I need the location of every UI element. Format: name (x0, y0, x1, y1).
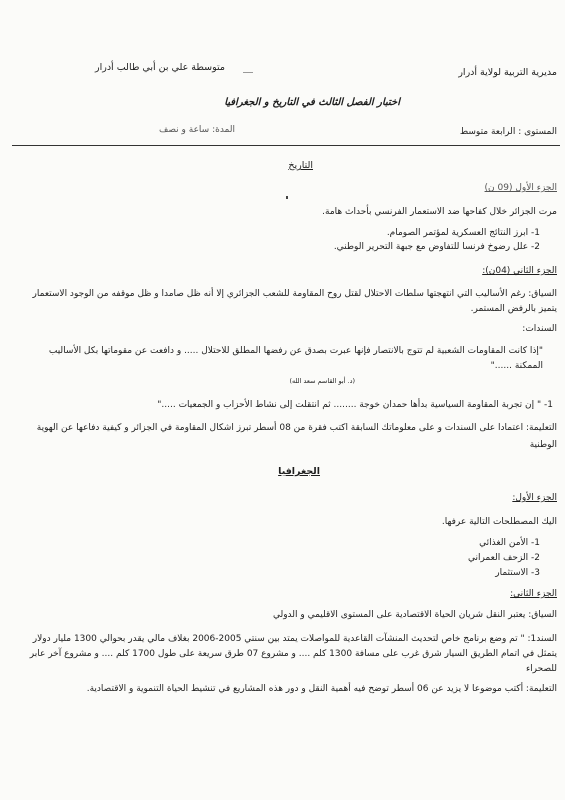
history-question-1: 1- ابرز النتائج العسكرية لمؤتمر الصومام. (386, 228, 540, 238)
header-divider (12, 145, 560, 146)
history-part1-intro: مرت الجزائر خلال كفاحها ضد الاستعمار الفرنسي بأحداث هامة. (322, 207, 557, 217)
geography-part2-heading: الجزء الثاني: (510, 589, 557, 599)
exam-title: اختبار الفصل الثالث في التاريخ و الجغرافيا (224, 97, 400, 108)
history-part2-heading: الجزء الثاني (04ن): (482, 266, 557, 276)
school-label: متوسطة علي بن أبي طالب أدرار (95, 62, 225, 73)
scan-speck (243, 72, 253, 73)
term-item: 2- الزحف العمراني (467, 553, 540, 563)
history-source-1: 1- " إن تجربة المقاومة السياسية بدأها حمدان خوجة ........ ثم انتقلت إلى نشاط الأحزاب و الجمعيات ....." (157, 400, 553, 410)
level-label: المستوى : الرابعة متوسط (459, 127, 557, 137)
geography-context: السياق: يعتبر النقل شريان الحياة الاقتصادية على المستوى الاقليمي و الدولي (272, 610, 557, 620)
term-item: 1- الأمن الغذائي (479, 538, 540, 548)
history-quote: "إذا كانت المقاومات الشعبية لم تتوج بالانتصار فإنها عبرت بصدق عن رفضها المطلق للاحتلال ..... و دافعت عن مقوماتها بكل الأساليب الممكنة ......" (48, 346, 543, 371)
history-question-2: 2- علل رضوخ فرنسا للتفاوض مع جبهة التحرير الوطني. (333, 242, 540, 252)
term-item: 3- الاستثمار (495, 568, 540, 578)
geography-section-title: الجغرافيا (278, 466, 320, 477)
scan-speck (286, 196, 288, 199)
directorate-label: مديرية التربية لولاية أدرار (458, 67, 557, 78)
geography-part1-heading: الجزء الأول: (512, 493, 557, 503)
geography-source: السند1: " تم وضع برنامج خاص لتحديث المنشآت القاعدية للمواصلات يمتد بين سنتي 2005-2006 بغلاف مالي يقدر بحوالي 1300 مليار دولار يتمثل في اتمام الطريق السيار شرق غرب على مسافة 1300 كلم .... و مشروع 07 طرق سريعة على طول 1700 كلم .... و مشروع آخر عابر للصحراء (29, 634, 557, 674)
history-section-title: التاريخ (288, 160, 313, 171)
geography-part1-intro: اليك المصطلحات التالية عرفها. (441, 517, 557, 527)
history-part1-heading: الجزء الأول (09 ن) (484, 183, 557, 193)
quote-author: (د. أبو القاسم سعد الله) (289, 377, 355, 385)
history-sources-label: السندات: (522, 324, 557, 334)
geography-instruction: التعليمة: أكتب موضوعا لا يزيد عن 06 أسطر توضح فيه أهمية النقل و دور هذه المشاريع في تنشيط الحياة التنموية و الاقتصادية. (86, 684, 557, 694)
duration-label: المدة: ساعة و نصف (159, 125, 235, 135)
history-context: السياق: رغم الأساليب التي انتهجتها سلطات الاحتلال لقتل روح المقاومة للشعب الجزائري إلا أنه ظل صامدا و ظل موقفه من الوجود الاستعمار يتميز بالرفض المستمر. (32, 289, 557, 314)
history-instruction: التعليمة: اعتمادا على السندات و على معلوماتك السابقة اكتب فقرة من 08 أسطر تبرز اشكال المقاومة في الجزائر و كيفية دفاعها عن الهوية الوطنية (36, 423, 557, 450)
